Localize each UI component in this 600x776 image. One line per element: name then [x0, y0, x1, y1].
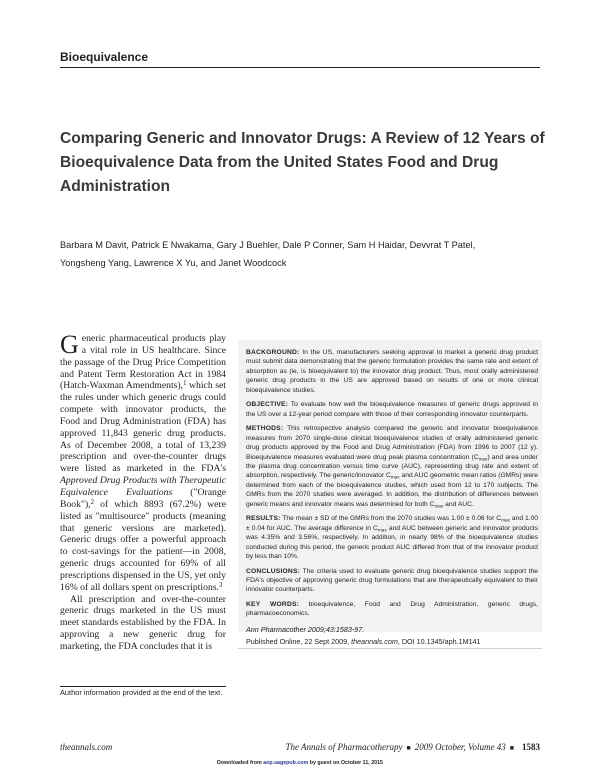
page-number: 1583	[522, 742, 540, 752]
abstract-text: The criteria used to evaluate generic drug bioequivalence studies support the FDA's objective of approving generic drug formulations that are therapeutically equivalent to their innovator counterparts.	[246, 567, 538, 594]
doi-text: , DOI 10.1345/aph.1M141	[397, 637, 481, 647]
subscript: max	[478, 456, 488, 462]
abstract-text: and 1.00 ± 0.04 for AUC. The average difference in C	[246, 515, 539, 532]
body-text: which set the rules under which generic drugs could compete with innovator products, the Food and Drug Administration (FDA) has approved 11,843 generic drug products. As of December 2008, a total of 13,239 prescription and over-the-counter drugs were listed as marketed in the FDA's	[60, 380, 227, 475]
reference-marker[interactable]: 3	[219, 581, 223, 589]
footer-issue: 2009 October, Volume 43	[414, 742, 506, 752]
page-footer	[60, 742, 540, 756]
article-title: Comparing Generic and Innovator Drugs: A Review of 12 Years of Bioequivalence Data from the United States Food and Drug Administration	[60, 130, 545, 195]
abstract-methods-section	[246, 424, 538, 509]
abstract-text: bioequivalence, Food and Drug Administration, generic drugs, pharmacoeconomics.	[246, 600, 538, 618]
authors-line-1: Barbara M Davit, Patrick E Nwakama, Gary J Buehler, Dale P Conner, Sam H Haidar, Devvrat T Patel,	[60, 240, 476, 250]
abstract-keywords-section	[246, 600, 538, 619]
download-source-link[interactable]: aop.sagepub.com	[263, 760, 309, 766]
footer-separator: ■	[509, 744, 514, 752]
drop-cap: G	[60, 330, 79, 359]
abstract-label: OBJECTIVE:	[246, 401, 289, 409]
publication-site-link[interactable]: theannals.com	[351, 637, 398, 647]
subscript: max	[434, 503, 444, 509]
abstract-background-section	[246, 348, 538, 395]
body-text: ("Orange Book"),	[60, 486, 226, 510]
body-text-column	[60, 330, 227, 653]
body-paragraph-2: All prescription and over-the-counter generic drugs marketed in the US must meet standards established by the FDA. In approving a new generic drug for marketing, the FDA concludes that it is	[60, 593, 226, 652]
reference-marker[interactable]: 2	[90, 498, 94, 506]
citation: Ann Pharmacother 2009;43:1583-97.	[246, 624, 365, 634]
abstract-label: CONCLUSIONS:	[246, 567, 301, 575]
author-list	[60, 236, 550, 272]
abstract-label: RESULTS:	[246, 515, 281, 523]
abstract-results-section	[246, 514, 538, 561]
abstract-conclusions-section	[246, 567, 538, 595]
abstract-text: and AUC.	[443, 500, 474, 508]
download-notice	[0, 760, 600, 766]
publication-info	[246, 636, 538, 649]
orange-book-title: Approved Drug Products with Therapeutic Equivalence Evaluations	[60, 475, 226, 498]
abstract-divider	[238, 648, 542, 649]
subscript: max	[390, 474, 400, 480]
abstract-text: and AUC between generic and innovator products was 4.35% and 3.56%, respectively. In addition, in nearly 98% of the bioequivalence studies conducted during this period, the generic product AUC differed from that of the innovator product by less than 10%.	[246, 524, 538, 561]
section-divider	[60, 67, 540, 68]
download-text: Downloaded from	[216, 760, 264, 766]
abstract-label: METHODS:	[246, 425, 284, 433]
abstract-text: and AUC geometric mean ratios (GMRs) were determined from each of the bioequivalence studies, which used from 12 to 170 subjects. The GMRs from the 2070 studies were averaged. In addition, the distribution of differences between generic means and innovator means was determined for both C	[246, 472, 538, 508]
footer-journal-info	[285, 742, 540, 752]
abstract-label: KEY WORDS:	[246, 600, 300, 608]
subscript: max	[377, 527, 387, 533]
download-text: by guest on October 11, 2015	[308, 760, 384, 766]
body-text: of which 8893 (67.2%) were listed as "multisource" products (meaning that generic versions are marketed). Generic drugs offer a powerful approach to cost-savings for the patient—in 2008, generic drugs accounted for 69% of all prescriptions dispensed in the US, yet only 16% of all dollars spent on prescriptions.	[60, 498, 227, 593]
abstract-label: BACKGROUND:	[246, 349, 300, 356]
footer-site-link[interactable]: theannals.com	[60, 742, 113, 752]
abstract-text: The mean ± SD of the GMRs from the 2070 studies was 1.00 ± 0.06 for C	[280, 515, 502, 523]
abstract-text: To evaluate how well the bioequivalence measures of generic drugs approved in the US over a 12-year period compare with those of their corresponding innovator counterparts.	[246, 401, 538, 418]
section-label: Bioequivalence	[60, 50, 149, 64]
subscript: max	[501, 517, 510, 523]
footer-separator: ■	[406, 744, 411, 752]
abstract-text: ) and area under the plasma drug concentration versus time curve (AUC), representing drug rate and extent of absorption, respectively. The generic/innovator C	[246, 453, 538, 480]
abstract-objective-section	[246, 400, 538, 419]
abstract	[246, 348, 538, 649]
abstract-text: In the US, manufacturers seeking approval to market a generic drug product must submit data demonstrating that the generic formulation provides the same rate and extent of absorption as (ie, is bioequivalent to) the innovator drug product. Thus, most orally administered generic drug products in the US are approved based on results of one or more clinical bioequivalence studies.	[246, 349, 538, 394]
body-text: eneric pharmaceutical products play a vital role in US healthcare. Since the passage of the Drug Price Competition and Patent Term Restoration Act in 1984 (Hatch-Waxman Amendments),	[60, 333, 226, 392]
footnote-divider	[60, 686, 226, 687]
author-info-footnote: Author information provided at the end of the text.	[60, 688, 223, 697]
footer-journal-name: The Annals of Pharmacotherapy	[285, 742, 403, 752]
abstract-text: This retrospective analysis compared the generic and innovator bioequivalence measures from 2070 single-dose clinical bioequivalence studies of orally administered generic drug products approved by the Food and Drug Administration (FDA) from 1996 to 2007 (12 y). Bioequivalence measures evaluated were drug peak plasma concentration (C	[246, 425, 538, 461]
publication-text: Published Online, 22 Sept 2009,	[246, 637, 352, 647]
reference-marker[interactable]: 1	[183, 380, 187, 388]
authors-line-2: Yongsheng Yang, Lawrence X Yu, and Janet Woodcock	[60, 258, 287, 268]
body-paragraph-1	[60, 330, 227, 594]
